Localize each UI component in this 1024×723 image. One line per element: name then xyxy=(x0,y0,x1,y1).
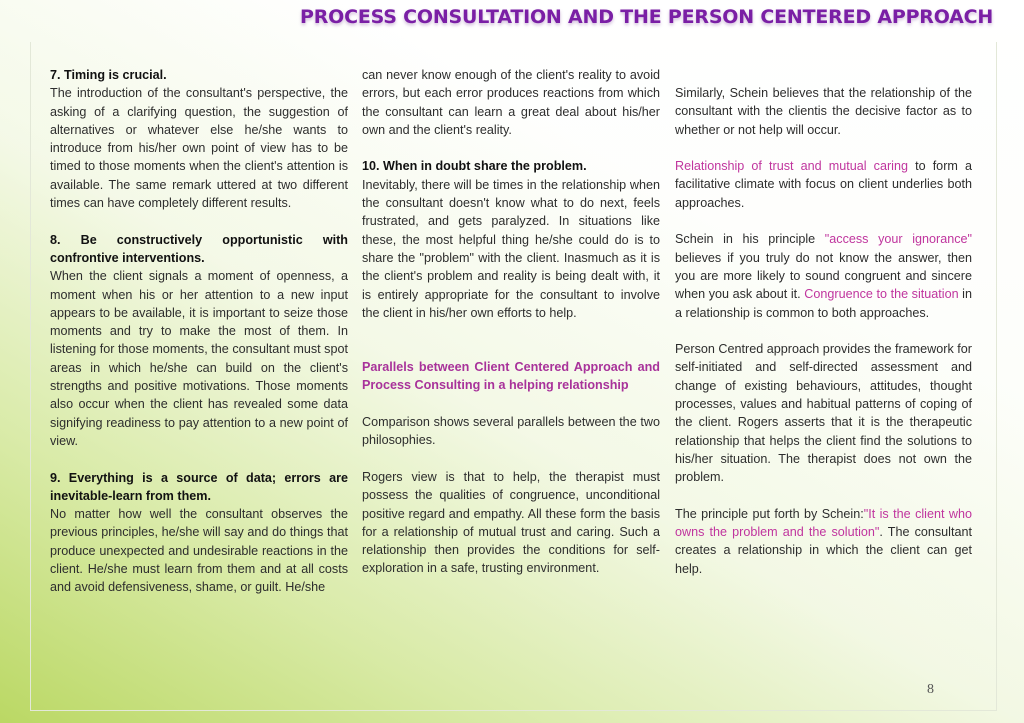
page-number: 8 xyxy=(927,682,934,697)
section-8-body: When the client signals a moment of openness, a moment when his or her attention to a new input appears to be available, it is important to seize those moments and try to make the most of them. In listening for those moments, the consultant must spot areas in which he/she can build on the client's strengths and positive motivations. Those moments also occur when the client has revealed some data signifying readiness to pay attention to a new point of view. xyxy=(50,269,348,448)
section-10 xyxy=(362,157,660,322)
section-10-heading: 10. When in doubt share the problem. xyxy=(362,159,587,174)
access-ignorance-highlight: "access your ignorance" xyxy=(824,232,972,247)
trust-caring-text: to form a facilitative climate with focus on client underlies both approaches. xyxy=(675,159,972,210)
section-9-body: No matter how well the consultant observes the previous principles, he/she will say and do things that produce unexpected and undesirable reactions in the client. He/she must learn from them and at all costs and avoid defensiveness, shame, or guilt. He/she xyxy=(50,507,348,595)
section-8-heading: 8. Be constructively opportunistic with confrontive interventions. xyxy=(50,232,348,265)
section-10-body: Inevitably, there will be times in the relationship when the consultant doesn't know what to do next, feels frustrated, and gets paralyzed. In situations like these, the most helpful thing he/she could do is to share the "problem" with the client. Inasmuch as it is the client's problem and reality is being dealt with, it is entirely appropriate for the consultant to involve the client in his/her own efforts to help. xyxy=(362,177,660,320)
access-ignorance-text-a: Schein in his principle xyxy=(675,232,825,247)
access-ignorance-text-c: in a relationship is common to both approaches. xyxy=(675,287,972,320)
trust-caring-highlight: Relationship of trust and mutual caring xyxy=(675,159,908,174)
section-8 xyxy=(50,231,348,451)
column-middle xyxy=(362,66,660,596)
access-ignorance-text-b: believes if you truly do not know the answer, then you are more likely to sound congruent and sincere when you ask about it. xyxy=(675,250,972,302)
parallels-heading xyxy=(362,358,660,395)
trust-caring-paragraph xyxy=(675,157,972,212)
section-9-heading: 9. Everything is a source of data; errors are inevitable-learn from them. xyxy=(50,470,348,503)
section-7 xyxy=(50,66,348,212)
column-right xyxy=(675,66,972,596)
schein-principle-text-b: . The consultant creates a relationship in which the client can get help. xyxy=(675,525,972,576)
schein-principle-paragraph xyxy=(675,505,972,578)
section-9-continued: can never know enough of the client's reality to avoid errors, but each error produces reactions from which the consultant can learn a great deal about his/her own and the client's reality. xyxy=(362,68,660,137)
section-7-body: The introduction of the consultant's perspective, the asking of a clarifying question, the suggestion of alternatives or whatever else he/she wants to introduce from his/her own point of view has to be timed to those moments when the client's attention is available. The same remark uttered at two different times can have completely different results. xyxy=(50,86,348,211)
page-title: PROCESS CONSULTATION AND THE PERSON CENTERED APPROACH xyxy=(300,6,994,28)
section-9 xyxy=(50,469,348,597)
schein-principle-text-a: The principle put forth by Schein: xyxy=(675,506,864,521)
parallels-heading-text: Parallels between Client Centered Approach and Process Consulting in a helping relationship xyxy=(362,360,660,393)
congruence-highlight: Congruence to the situation xyxy=(804,287,959,302)
rogers-paragraph: Rogers view is that to help, the therapist must possess the qualities of congruence, unconditional positive regard and empathy. All these form the basis for a relationship of mutual trust and caring. Such a relationship then provides the conditions for self-exploration in a safe, trusting environment. xyxy=(362,469,660,576)
schein-principle-highlight: "It is the client who owns the problem and the solution" xyxy=(675,506,972,540)
access-ignorance-paragraph xyxy=(675,230,972,321)
comparison-paragraph: Comparison shows several parallels between the two philosophies. xyxy=(362,415,660,448)
person-centred-paragraph: Person Centred approach provides the framework for self-initiated and self-directed assessment and change of existing behaviours, attitudes, thought processes, values and habitual patterns of coping of the client. Rogers asserts that it is the therapeutic relationship that helps the client find the solutions to his/her situation. The therapist does not own the problem. xyxy=(675,342,972,485)
column-left xyxy=(50,66,348,615)
section-7-heading: 7. Timing is crucial. xyxy=(50,68,167,82)
schein-relationship-paragraph: Similarly, Schein believes that the relationship of the consultant with the clientis the decisive factor as to whether or not help will occur. xyxy=(675,86,972,137)
